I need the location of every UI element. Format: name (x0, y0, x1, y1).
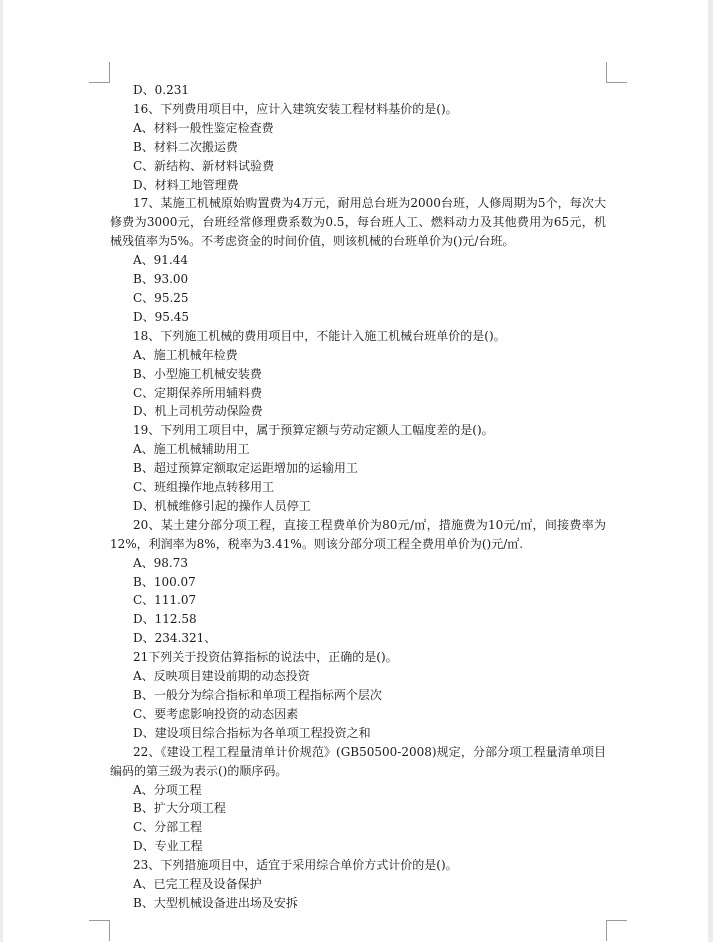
text-line: B、大型机械设备进出场及安拆 (133, 895, 298, 910)
question-paragraph: 22、《建设工程工程量清单计价规范》(GB50500-2008)规定，分部分项工程量清单项目编码的第三级为表示()的顺序码。 (110, 744, 606, 778)
crop-mark-bottom-left (89, 920, 110, 941)
text-line: C、95.25 (133, 290, 189, 305)
text-line: C、要考虑影响投资的动态因素 (133, 706, 299, 721)
text-line: A、施工机械辅助用工 (133, 442, 250, 457)
text-line: B、材料二次搬运费 (133, 139, 238, 154)
text-line: D、专业工程 (133, 839, 203, 854)
text-line: A、反映项目建设前期的动态投资 (133, 669, 310, 684)
text-line: 21下列关于投资估算指标的说法中，正确的是()。 (133, 650, 398, 665)
text-line: D、机械维修引起的操作人员停工 (133, 498, 311, 513)
text-line: 19、下列用工项目中，属于预算定额与劳动定额人工幅度差的是()。 (133, 423, 494, 438)
document-page (3, 0, 708, 942)
text-line: A、分项工程 (133, 782, 202, 797)
text-line: A、98.73 (133, 555, 189, 570)
text-line: C、班组操作地点转移用工 (133, 480, 275, 495)
text-line: 16、下列费用项目中，应计入建筑安装工程材料基价的是()。 (133, 101, 458, 116)
text-line: C、分部工程 (133, 820, 203, 835)
document-body (110, 81, 606, 913)
crop-mark-top-right (606, 62, 627, 83)
text-line: D、0.231 (133, 83, 189, 97)
text-line: 23、下列措施项目中，适宜于采用综合单价方式计价的是()。 (133, 858, 458, 873)
text-line: B、一般分为综合指标和单项工程指标两个层次 (133, 688, 382, 702)
text-line: D、95.45 (133, 309, 189, 324)
text-line: D、建设项目综合指标为各单项工程投资之和 (133, 725, 371, 740)
text-line: C、111.07 (133, 593, 197, 608)
text-line: B、93.00 (133, 272, 189, 287)
text-line: C、定期保养所用辅料费 (133, 385, 263, 400)
text-line: B、扩大分项工程 (133, 801, 226, 816)
text-line: B、100.07 (133, 574, 196, 589)
question-paragraph: 20、某土建分部分项工程，直接工程费单价为80元/㎡，措施费为10元/㎡，间接费率为12%，利润率为8%，税率为3.41%。则该分部分项工程全费用单价为()元/㎡. (110, 517, 606, 551)
text-line: D、机上司机劳动保险费 (133, 404, 263, 419)
text-line: B、超过预算定额取定运距增加的运输用工 (133, 461, 358, 476)
question-paragraph: 17、某施工机械原始购置费为4万元，耐用总台班为2000台班，人修周期为5个，每次大修费为3000元，台班经常修理费系数为0.5，每台班人工、燃料动力及其他费用为65元，机械残值率为5%。不考虑资金的时间价值，则该机械的台班单价为()元/台班。 (110, 196, 606, 249)
text-line: 18、下列施工机械的费用项目中，不能计入施工机械台班单价的是()。 (133, 328, 506, 343)
text-line: D、材料工地管理费 (133, 177, 239, 192)
text-line: A、材料一般性鉴定检查费 (133, 120, 274, 135)
text-line: B、小型施工机械安装费 (133, 366, 262, 381)
crop-mark-top-left (89, 62, 110, 83)
text-line: D、234.321、 (133, 631, 217, 646)
text-line: D、112.58 (133, 612, 197, 627)
text-line: A、已完工程及设备保护 (133, 877, 262, 892)
text-line: A、91.44 (133, 253, 189, 268)
text-line: C、新结构、新材料试验费 (133, 158, 275, 173)
crop-mark-bottom-right (606, 920, 627, 941)
text-line: A、施工机械年检费 (133, 347, 238, 362)
